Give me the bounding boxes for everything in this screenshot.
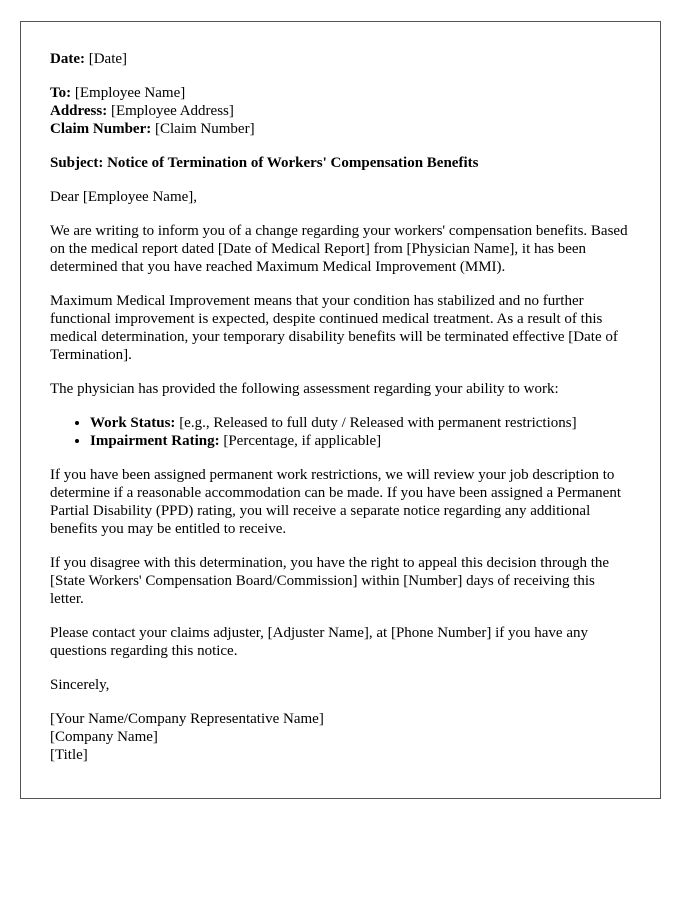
greeting: Dear [Employee Name], [50, 189, 198, 205]
claim-label: Claim Number: [50, 121, 152, 137]
date-line [50, 50, 631, 68]
signature-block [50, 710, 631, 764]
paragraph-contact: Please contact your claims adjuster, [Adjuster Name], at [Phone Number] if you have any questions regarding this notice. [50, 625, 588, 659]
to-label: To: [50, 85, 72, 101]
paragraph-mmi: Maximum Medical Improvement means that your condition has stabilized and no further functional improvement is expected, despite continued medical treatment. As a result of this medical determination, your temporary disability benefits will be terminated effective [Date of Termination]. [50, 293, 618, 363]
address-label: Address: [50, 103, 108, 119]
recipient-block [50, 84, 631, 138]
subject-line [50, 154, 631, 172]
address-value: [Employee Address] [110, 103, 234, 119]
signature-name: [Your Name/Company Representative Name] [50, 711, 324, 727]
work-status-value: [e.g., Released to full duty / Released with permanent restrictions] [179, 415, 577, 431]
paragraph-restrictions: If you have been assigned permanent work restrictions, we will review your job description to determine if a reasonable accommodation can be made. If you have been assigned a Permanent Partial Disability (PPD) rating, you will receive a separate notice regarding any additional benefits you may be entitled to receive. [50, 467, 622, 537]
subject-text: Subject: Notice of Termination of Workers' Compensation Benefits [50, 155, 479, 171]
paragraph-intro: We are writing to inform you of a change regarding your workers' compensation benefits. Based on the medical report dated [Date of Medical Report] from [Physician Name], it has been determined that you have reached Maximum Medical Improvement (MMI). [50, 223, 628, 275]
letter-page [20, 21, 661, 799]
to-line [50, 84, 631, 102]
date-label: Date: [50, 51, 85, 67]
assessment-list [50, 414, 631, 450]
paragraph-appeal: If you disagree with this determination, you have the right to appeal this decision through the [State Workers' Compensation Board/Commission] within [Number] days of receiving this letter. [50, 555, 610, 607]
signature-title: [Title] [50, 747, 88, 763]
work-status-label: Work Status: [90, 415, 176, 431]
impairment-rating-label: Impairment Rating: [90, 433, 220, 449]
claim-value: [Claim Number] [155, 121, 255, 137]
claim-line [50, 120, 631, 138]
closing: Sincerely, [50, 677, 110, 693]
impairment-rating-value: [Percentage, if applicable] [223, 433, 382, 449]
address-line [50, 102, 631, 120]
signature-company: [Company Name] [50, 729, 158, 745]
list-item [90, 432, 631, 450]
paragraph-assessment: The physician has provided the following assessment regarding your ability to work: [50, 381, 559, 397]
date-value: [Date] [88, 51, 128, 67]
list-item [90, 414, 631, 432]
to-value: [Employee Name] [74, 85, 186, 101]
